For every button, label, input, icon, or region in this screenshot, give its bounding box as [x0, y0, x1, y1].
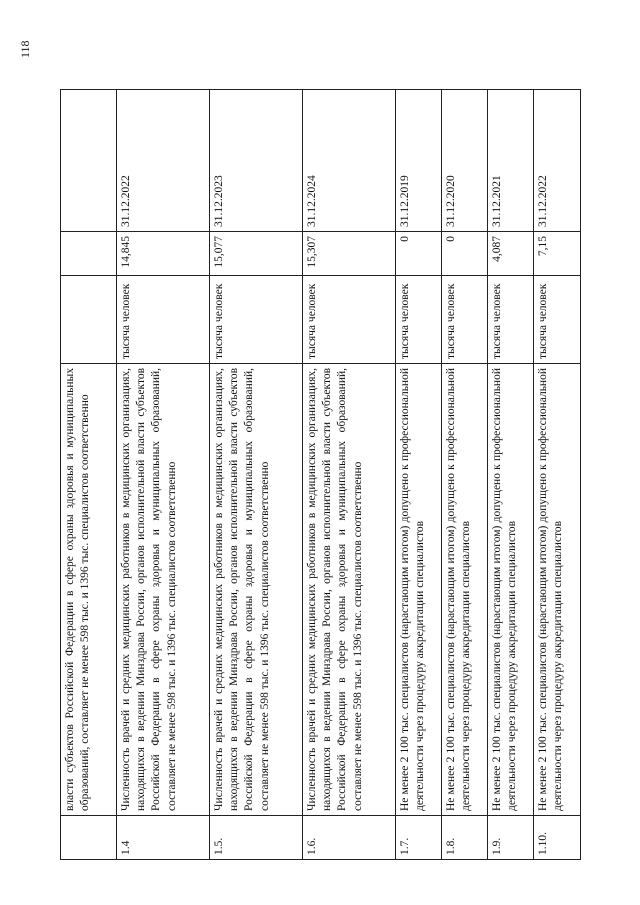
row-value: 14,845: [117, 232, 210, 276]
row-value: 7,15: [534, 232, 581, 276]
row-date: 31.12.2021: [488, 90, 534, 232]
row-number: 1.9.: [488, 816, 534, 860]
row-description: власти субъектов Российской Федерации в сфере охраны здоровья и муниципальных образований, составляет не менее 598 тыс. и 1396 тыс. специалистов соответственно: [61, 364, 117, 816]
row-value: 15,077: [210, 232, 303, 276]
row-description: Не менее 2 100 тыс. специалистов (нарастающим итогом) допущено к профессиональной деятельности через процедуру аккредитации специалистов: [534, 364, 581, 816]
row-unit: тысяча человек: [303, 276, 396, 364]
row-unit: тысяча человек: [534, 276, 581, 364]
row-date: 31.12.2022: [534, 90, 581, 232]
row-number: 1.5.: [210, 816, 303, 860]
row-value: 0: [396, 232, 442, 276]
row-number: 1.6.: [303, 816, 396, 860]
row-number: 1.10.: [534, 816, 581, 860]
row-unit: тысяча человек: [396, 276, 442, 364]
row-description: Не менее 2 100 тыс. специалистов (нарастающим итогом) допущено к профессиональной деятельности через процедуру аккредитации специалистов: [442, 364, 488, 816]
row-unit: тысяча человек: [442, 276, 488, 364]
row-unit: тысяча человек: [488, 276, 534, 364]
row-unit: тысяча человек: [117, 276, 210, 364]
row-number: 1.8.: [442, 816, 488, 860]
row-value: 0: [442, 232, 488, 276]
page-number: 118: [18, 40, 32, 58]
table-row: [396, 90, 442, 860]
row-number: 1.4: [117, 816, 210, 860]
row-date: [61, 90, 117, 232]
row-value: 4,087: [488, 232, 534, 276]
row-date: 31.12.2022: [117, 90, 210, 232]
table-row: [61, 90, 117, 860]
indicators-table: [60, 89, 581, 860]
row-description: Численность врачей и средних медицинских работников в медицинских организациях, находящихся в ведении Минздрава России, органов исполнительной власти субъектов Российской Федерации в сфере охраны здоровья и муниципальных образований, составляет не менее 598 тыс. и 1396 тыс. специалистов соответственно: [210, 364, 303, 816]
rotated-table-container: [60, 90, 580, 860]
row-number: [61, 816, 117, 860]
row-value: [61, 232, 117, 276]
row-description: Численность врачей и средних медицинских работников в медицинских организациях, находящихся в ведении Минздрава России, органов исполнительной власти субъектов Российской Федерации в сфере охраны здоровья и муниципальных образований, составляет не менее 598 тыс. и 1396 тыс. специалистов соответственно: [117, 364, 210, 816]
row-number: 1.7.: [396, 816, 442, 860]
row-date: 31.12.2019: [396, 90, 442, 232]
row-date: 31.12.2023: [210, 90, 303, 232]
row-description: Не менее 2 100 тыс. специалистов (нарастающим итогом) допущено к профессиональной деятельности через процедуру аккредитации специалистов: [396, 364, 442, 816]
row-description: Численность врачей и средних медицинских работников в медицинских организациях, находящихся в ведении Минздрава России, органов исполнительной власти субъектов Российской Федерации в сфере охраны здоровья и муниципальных образований, составляет не менее 598 тыс. и 1396 тыс. специалистов соответственно: [303, 364, 396, 816]
table-row: [210, 90, 303, 860]
row-value: 15,307: [303, 232, 396, 276]
row-date: 31.12.2024: [303, 90, 396, 232]
row-description: Не менее 2 100 тыс. специалистов (нарастающим итогом) допущено к профессиональной деятельности через процедуру аккредитации специалистов: [488, 364, 534, 816]
table-row: [303, 90, 396, 860]
row-unit: тысяча человек: [210, 276, 303, 364]
table-row: [442, 90, 488, 860]
table-row: [117, 90, 210, 860]
row-unit: [61, 276, 117, 364]
table-row: [488, 90, 534, 860]
row-date: 31.12.2020: [442, 90, 488, 232]
table-row: [534, 90, 581, 860]
